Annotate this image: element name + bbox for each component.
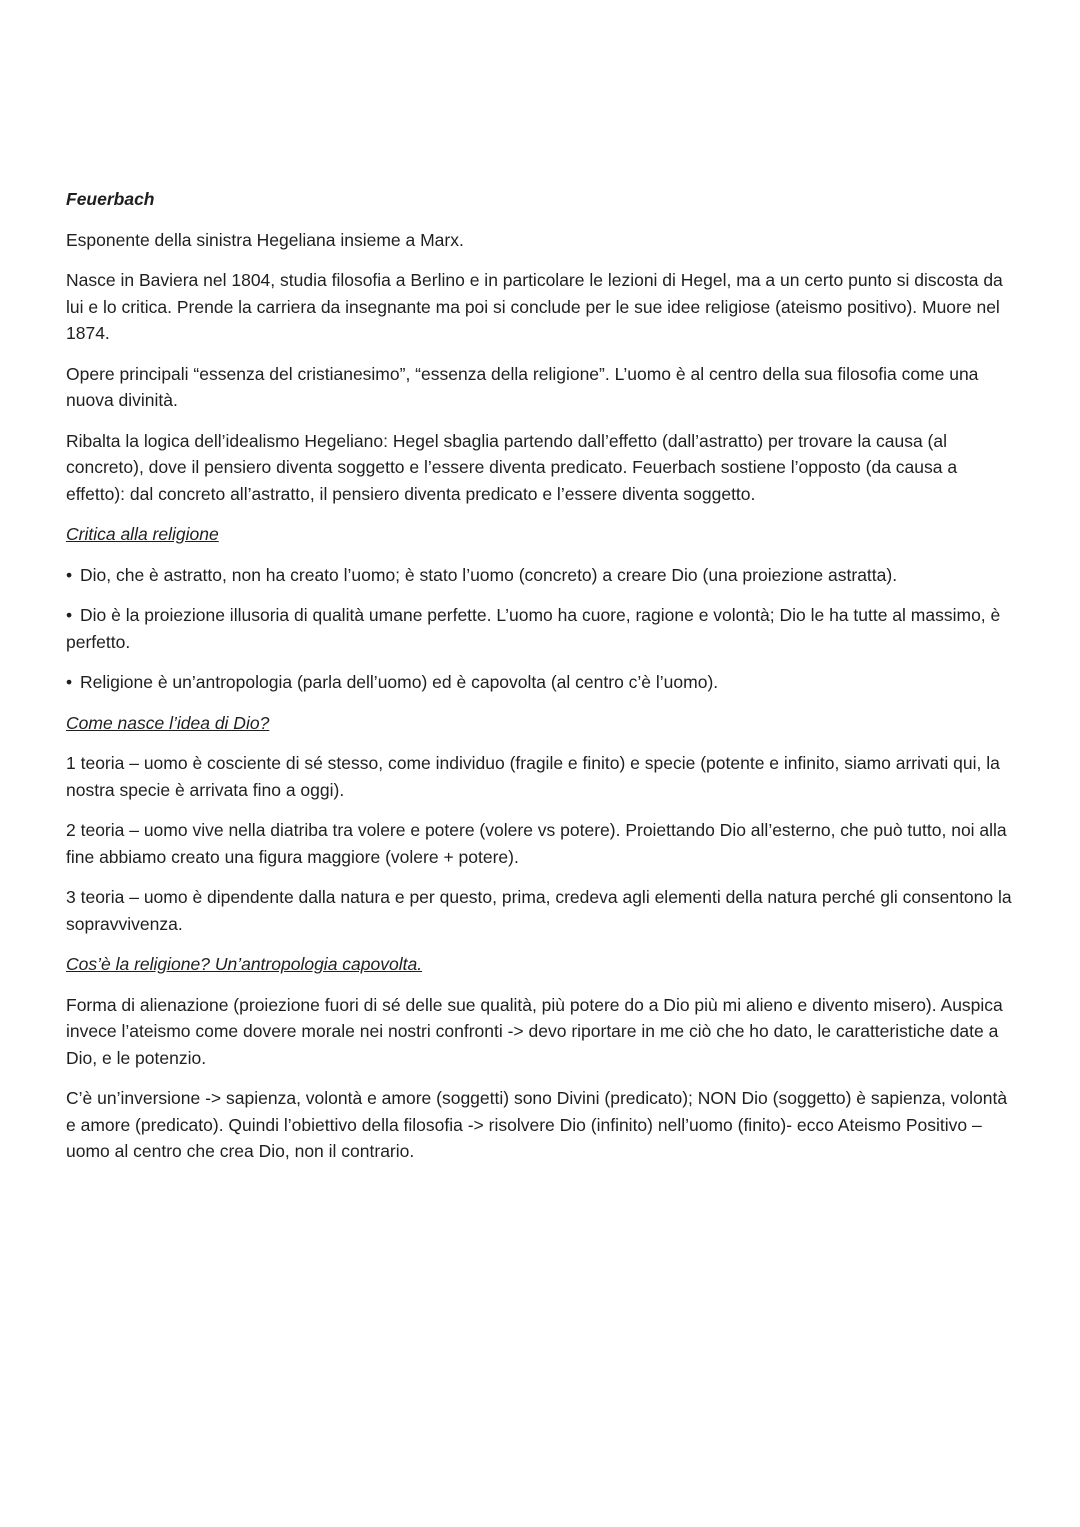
theory-3-paragraph: 3 teoria – uomo è dipendente dalla natura e per questo, prima, credeva agli elementi della natura perché gli consentono la sopravvivenza. — [66, 887, 1012, 934]
biography-paragraph: Nasce in Baviera nel 1804, studia filosofia a Berlino e in particolare le lezioni di Hegel, ma a un certo punto si discosta da lui e lo critica. Prende la carriera da insegnante ma poi si conclude per le sue idee religiose (ateismo positivo). Muore nel 1874. — [66, 270, 1003, 343]
document-page — [66, 186, 1016, 1179]
section-heading-idea-di-dio: Come nasce l’idea di Dio? — [66, 712, 270, 733]
bullet-icon: • — [66, 605, 73, 625]
list-item-text: Dio, che è astratto, non ha creato l’uomo; è stato l’uomo (concreto) a creare Dio (una proiezione astratta). — [80, 564, 898, 585]
bullet-icon: • — [66, 672, 73, 692]
hegel-critique-paragraph: Ribalta la logica dell’idealismo Hegeliano: Hegel sbaglia partendo dall’effetto (dall’astratto) per trovare la causa (al concreto), dove il pensiero diventa soggetto e l’essere diventa predicato. Feuerbach sostiene l’opposto (da causa a effetto): dal concreto all’astratto, il pensiero diventa predicato e l’essere diventa soggetto. — [66, 430, 958, 504]
inversion-paragraph: C’è un’inversione -> sapienza, volontà e amore (soggetti) sono Divini (predicato); NON Dio (soggetto) è sapienza, volontà e amore (predicato). Quindi l’obiettivo della filosofia -> risolvere Dio (infinito) nell’uomo (finito)- ecco Ateismo Positivo – uomo al centro che crea Dio, non il contrario. — [66, 1088, 1008, 1161]
section-heading-religione: Cos’è la religione? Un’antropologia capovolta. — [66, 954, 423, 974]
list-item-text: Dio è la proiezione illusoria di qualità umane perfette. L’uomo ha cuore, ragione e volontà; Dio le ha tutte al massimo, è perfetto. — [66, 605, 1001, 652]
alienation-paragraph: Forma di alienazione (proiezione fuori di sé delle sue qualità, più potere do a Dio più mi alieno e divento misero). Auspica invece l’ateismo come dovere morale nei nostri confronti -> devo riportare in me ciò che ho dato, le caratteristiche date a Dio, e le potenzio. — [66, 994, 1003, 1068]
list-item — [66, 602, 1016, 655]
bullet-icon: • — [66, 564, 73, 585]
list-item-text: Religione è un’antropologia (parla dell’uomo) ed è capovolta (al centro c’è l’uomo). — [80, 672, 719, 692]
theory-2-paragraph: 2 teoria – uomo vive nella diatriba tra volere e potere (volere vs potere). Proiettando Dio all’esterno, che può tutto, noi alla fine abbiamo creato una figura maggiore (volere + potere). — [66, 820, 1007, 867]
theory-1-paragraph: 1 teoria – uomo è cosciente di sé stesso, come individuo (fragile e finito) e specie (potente e infinito, siamo arrivati qui, la nostra specie è arrivata fino a oggi). — [66, 753, 1000, 800]
list-item — [66, 669, 1016, 696]
list-item — [66, 562, 1016, 589]
intro-paragraph: Esponente della sinistra Hegeliana insieme a Marx. — [66, 229, 464, 250]
works-paragraph: Opere principali “essenza del cristianesimo”, “essenza della religione”. L’uomo è al centro della sua filosofia come una nuova divinità. — [66, 363, 979, 410]
document-title: Feuerbach — [66, 189, 155, 209]
section-heading-critica: Critica alla religione — [66, 524, 219, 544]
